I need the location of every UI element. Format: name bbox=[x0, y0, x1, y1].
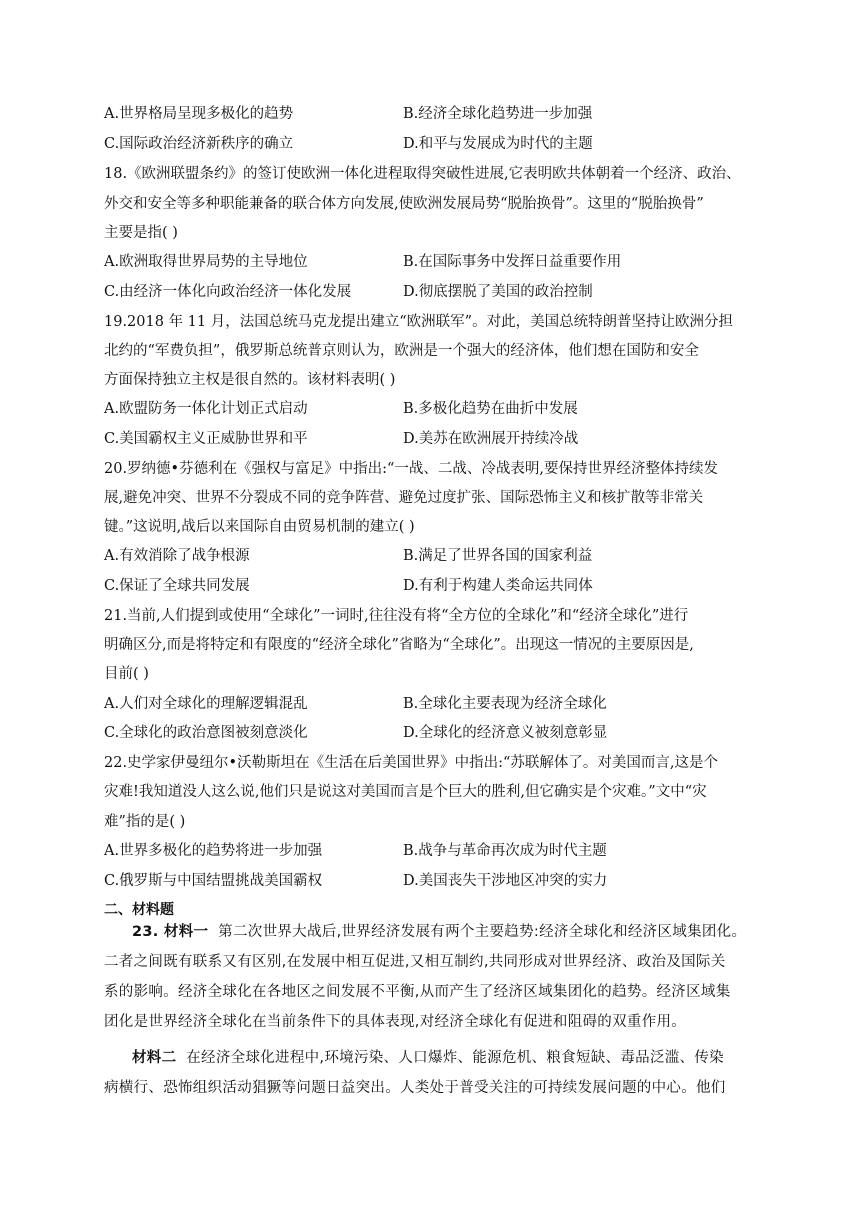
q19-stem-line-2: 北约的“军费负担”，俄罗斯总统普京则认为，欧洲是一个强大的经济体，他们想在国防和安全 bbox=[104, 343, 699, 359]
section-heading: 二、材料题 bbox=[104, 902, 174, 918]
q20-option-c[interactable]: C.保证了全球共同发展 bbox=[104, 578, 250, 594]
q19-stem-line-1: 19.2018 年 11 月，法国总统马克龙提出建立“欧洲联军”。对此，美国总统特朗普坚持让欧洲分担 bbox=[104, 314, 734, 330]
q23-material-2-text-1: 在经济全球化进程中,环境污染、人口爆炸、能源危机、粮食短缺、毒品泛滥、传染 bbox=[186, 1050, 724, 1066]
q22-stem-line-2: 灾难!我知道没人这么说,他们只是说这对美国而言是个巨大的胜利,但它确实是个灾难。”文中“灾 bbox=[104, 784, 707, 800]
q23-material-1-line-4: 团化是世界经济全球化在当前条件下的具体表现,对经济全球化有促进和阻碍的双重作用。 bbox=[104, 1014, 687, 1030]
q23-material-1-line-2: 二者之间既有联系又有区别,在发展中相互促进,又相互制约,共同形成对世界经济、政治及国际关 bbox=[104, 954, 726, 970]
q21-stem-line-2: 明确区分,而是将特定和有限度的“经济全球化”省略为“全球化”。出现这一情况的主要原因是, bbox=[104, 637, 694, 653]
q23-material-1-line-3: 系的影响。经济全球化在各地区之间发展不平衡,从而产生了经济区域集团化的趋势。经济区域集 bbox=[104, 984, 731, 1000]
q18-stem-line-2: 外交和安全等多种职能兼备的联合体方向发展,使欧洲发展局势“脱胎换骨”。这里的“脱胎换骨” bbox=[104, 196, 704, 212]
q20-stem-line-3: 键。”这说明,战后以来国际自由贸易机制的建立( ) bbox=[104, 519, 415, 535]
q20-option-b[interactable]: B.满足了世界各国的国家利益 bbox=[403, 548, 593, 564]
q23-material-1-line-1 bbox=[104, 922, 769, 942]
q19-stem-line-3: 方面保持独立主权是很自然的。该材料表明( ) bbox=[104, 372, 396, 388]
q23-material-1-label: 23. 材料一 bbox=[132, 924, 209, 940]
q20-option-d[interactable]: D.有利于构建人类命运共同体 bbox=[403, 578, 593, 594]
q22-option-c[interactable]: C.俄罗斯与中国结盟挑战美国霸权 bbox=[104, 873, 323, 889]
q23-material-1-text-1: 第二次世界大战后,世界经济发展有两个主要趋势:经济全球化和经济区域集团化。 bbox=[218, 924, 747, 940]
q17-option-a[interactable]: A.世界格局呈现多极化的趋势 bbox=[104, 106, 294, 122]
q19-option-b[interactable]: B.多极化趋势在曲折中发展 bbox=[403, 401, 578, 417]
q21-option-d[interactable]: D.全球化的经济意义被刻意彰显 bbox=[403, 725, 608, 741]
q21-stem-line-1: 21.当前,人们提到或使用“全球化”一词时,往往没有将“全方位的全球化”和“经济全球化”进行 bbox=[104, 608, 689, 624]
q21-option-b[interactable]: B.全球化主要表现为经济全球化 bbox=[403, 696, 607, 712]
q18-option-c[interactable]: C.由经济一体化向政治经济一体化发展 bbox=[104, 284, 352, 300]
q22-stem-line-1: 22.史学家伊曼纽尔•沃勒斯坦在《生活在后美国世界》中指出:“苏联解体了。对美国而言,这是个 bbox=[104, 755, 719, 771]
q19-option-a[interactable]: A.欧盟防务一体化计划正式启动 bbox=[104, 401, 308, 417]
q17-option-b[interactable]: B.经济全球化趋势进一步加强 bbox=[403, 106, 593, 122]
q19-option-d[interactable]: D.美苏在欧洲展开持续冷战 bbox=[403, 431, 579, 447]
q22-option-a[interactable]: A.世界多极化的趋势将进一步加强 bbox=[104, 843, 323, 859]
q18-option-b[interactable]: B.在国际事务中发挥日益重要作用 bbox=[403, 254, 622, 270]
q17-option-c[interactable]: C.国际政治经济新秩序的确立 bbox=[104, 136, 294, 152]
q17-option-d[interactable]: D.和平与发展成为时代的主题 bbox=[403, 136, 593, 152]
q19-option-c[interactable]: C.美国霸权主义正威胁世界和平 bbox=[104, 431, 308, 447]
q22-stem-line-3: 难”指的是( ) bbox=[104, 814, 186, 830]
q21-option-c[interactable]: C.全球化的政治意图被刻意淡化 bbox=[104, 725, 308, 741]
q18-stem-line-1: 18.《欧洲联盟条约》的签订使欧洲一体化进程取得突破性进展,它表明欧共体朝着一个经济、政治、 bbox=[104, 166, 741, 182]
q18-option-a[interactable]: A.欧洲取得世界局势的主导地位 bbox=[104, 254, 308, 270]
q18-option-d[interactable]: D.彻底摆脱了美国的政治控制 bbox=[403, 284, 593, 300]
q23-material-2-line-2: 病横行、恐怖组织活动猖獗等问题日益突出。人类处于普受关注的可持续发展问题的中心。他们 bbox=[104, 1080, 726, 1096]
q22-option-b[interactable]: B.战争与革命再次成为时代主题 bbox=[403, 843, 607, 859]
q20-stem-line-2: 展,避免冲突、世界不分裂成不同的竞争阵营、避免过度扩张、国际恐怖主义和核扩散等非常关 bbox=[104, 490, 704, 506]
q21-stem-line-3: 目前( ) bbox=[104, 666, 149, 682]
q23-material-2-line-1 bbox=[104, 1048, 769, 1068]
q20-stem-line-1: 20.罗纳德•芬德利在《强权与富足》中指出:“一战、二战、冷战表明,要保持世界经济整体持续发 bbox=[104, 461, 719, 477]
q22-option-d[interactable]: D.美国丧失干涉地区冲突的实力 bbox=[403, 873, 608, 889]
q20-option-a[interactable]: A.有效消除了战争根源 bbox=[104, 548, 250, 564]
q23-material-2-label: 材料二 bbox=[132, 1050, 177, 1066]
q18-stem-line-3: 主要是指( ) bbox=[104, 225, 178, 241]
q21-option-a[interactable]: A.人们对全球化的理解逻辑混乱 bbox=[104, 696, 308, 712]
